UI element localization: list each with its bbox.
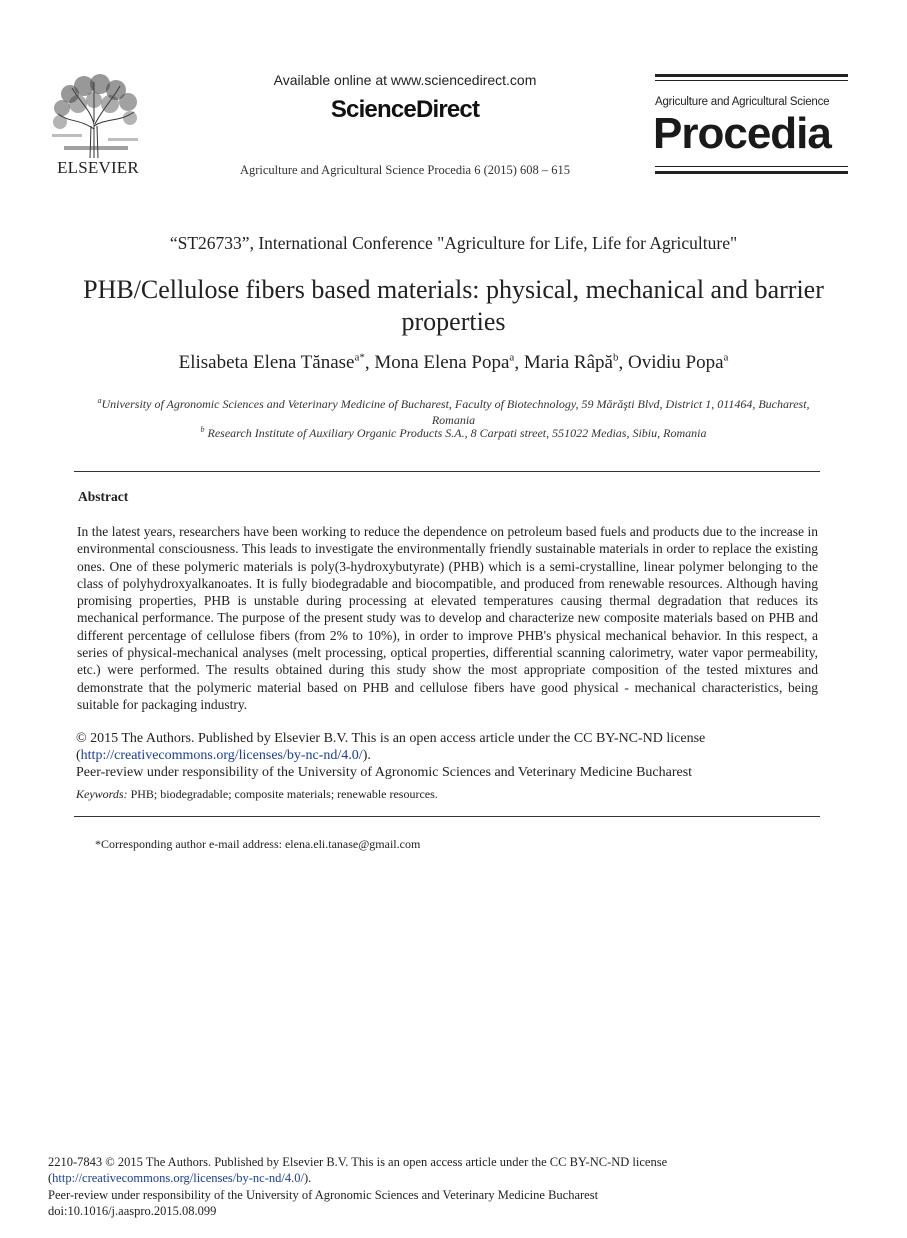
footer-license: (http://creativecommons.org/licenses/by-nc-nd/4.0/). (48, 1171, 312, 1186)
footer-issn: 2210-7843 © 2015 The Authors. Published by Elsevier B.V. This is an open access article under the CC BY-NC-ND license (48, 1155, 668, 1169)
divider (74, 471, 820, 472)
journal-citation: Agriculture and Agricultural Science Procedia 6 (2015) 608 – 615 (239, 163, 571, 177)
procedia-rule (655, 80, 848, 81)
elsevier-tree-logo (50, 74, 142, 158)
sciencedirect-logo[interactable]: ScienceDirect (330, 96, 480, 123)
procedia-logo: Procedia (653, 109, 831, 158)
footer-license-link[interactable]: http://creativecommons.org/licenses/by-nc-nd/4.0/ (52, 1171, 304, 1186)
corresponding-author: *Corresponding author e-mail address: elena.eli.tanase@gmail.com (95, 837, 421, 851)
procedia-rule (655, 166, 848, 167)
procedia-subtitle: Agriculture and Agricultural Science (655, 96, 830, 108)
divider (74, 816, 820, 817)
footer (48, 1154, 848, 1220)
author: Elisabeta Elena Tănase$^{a*}$ (178, 352, 365, 374)
procedia-rule (655, 74, 848, 77)
article-title: PHB/Cellulose fibers based materials: physical, mechanical and barrier properties (83, 275, 824, 336)
abstract-heading: Abstract (78, 489, 129, 504)
keywords: Keywords: PHB; biodegradable; composite materials; renewable resources. (76, 787, 438, 801)
author: Ovidiu Popa$^a$ (627, 352, 729, 374)
affiliation: $^a$University of Agronomic Sciences and Veterinary Medicine of Bucharest, Faculty of Biotechnology, 59 Mărăşti Blvd, District 1, 011464, Bucharest, Romania (97, 396, 810, 427)
peer-review-note: Peer-review under responsibility of the University of Agronomic Sciences and Veterinary Medicine Bucharest (76, 765, 693, 780)
abstract-body: In the latest years, researchers have been working to reduce the dependence on petroleum based fuels and products due to the increase in environmental consciousness. This leads to investigate the environmentally friendly sustainable materials in order to replace the existing ones. One of these polymeric materials is poly(3-hydroxybutyrate) (PHB) which is a semi-crystalline, linear polymer belonging to the class of polyhydroxyalkanoates. It is fully biodegradable and biocompatible, and produced from renewable resources. Although having promising properties, PHB is unstable during processing at elevated temperatures causing thermal degradation that reduces its mechanical performance. The purpose of the present study was to develop and characterize new composite materials based on PHB and different percentage of cellulose fibers (from 2% to 10%), in order to improve PHB's physical mechanical behavior. In this respect, a series of physical-mechanical analyses (melt processing, optical properties, differential scanning calorimetry, water vapor permeability, etc.) were performed. The results obtained during this study show the most appropriate composition of the tested mixtures and demonstrate that the polymeric material based on PHB and cellulose fibers have good physical - mechanical characteristics, being suitable for packaging industry. (77, 524, 818, 712)
conference-name: “ST26733”, International Conference "Agriculture for Life, Life for Agriculture" (169, 233, 738, 253)
author: Mona Elena Popa$^a$ (374, 352, 515, 374)
procedia-rule (655, 171, 848, 174)
author: Maria Râpă$^b$ (523, 352, 619, 374)
available-online-text: Available online at www.sciencedirect.com (273, 72, 537, 88)
license-link[interactable]: http://creativecommons.org/licenses/by-nc-nd/4.0/ (80, 748, 363, 763)
author-list: Elisabeta Elena Tănase$^{a*}$, Mona Elena Popa$^a$, Maria Râpă$^b$, Ovidiu Popa$^a$ (178, 352, 729, 374)
publisher-name: ELSEVIER (57, 158, 139, 177)
footer-peer-review: Peer-review under responsibility of the University of Agronomic Sciences and Veterinary Medicine Bucharest (48, 1187, 599, 1202)
affiliation: $^b$ Research Institute of Auxiliary Organic Products S.A., 8 Carpati street, 551022 Medias, Sibiu, Romania (200, 425, 707, 440)
copyright-notice: © 2015 The Authors. Published by Elsevier B.V. This is an open access article under the CC BY-NC-ND license (http://creativecommons.org/licenses/by-nc-nd/4.0/). (76, 731, 706, 763)
footer-doi[interactable]: doi:10.1016/j.aaspro.2015.08.099 (48, 1204, 217, 1219)
